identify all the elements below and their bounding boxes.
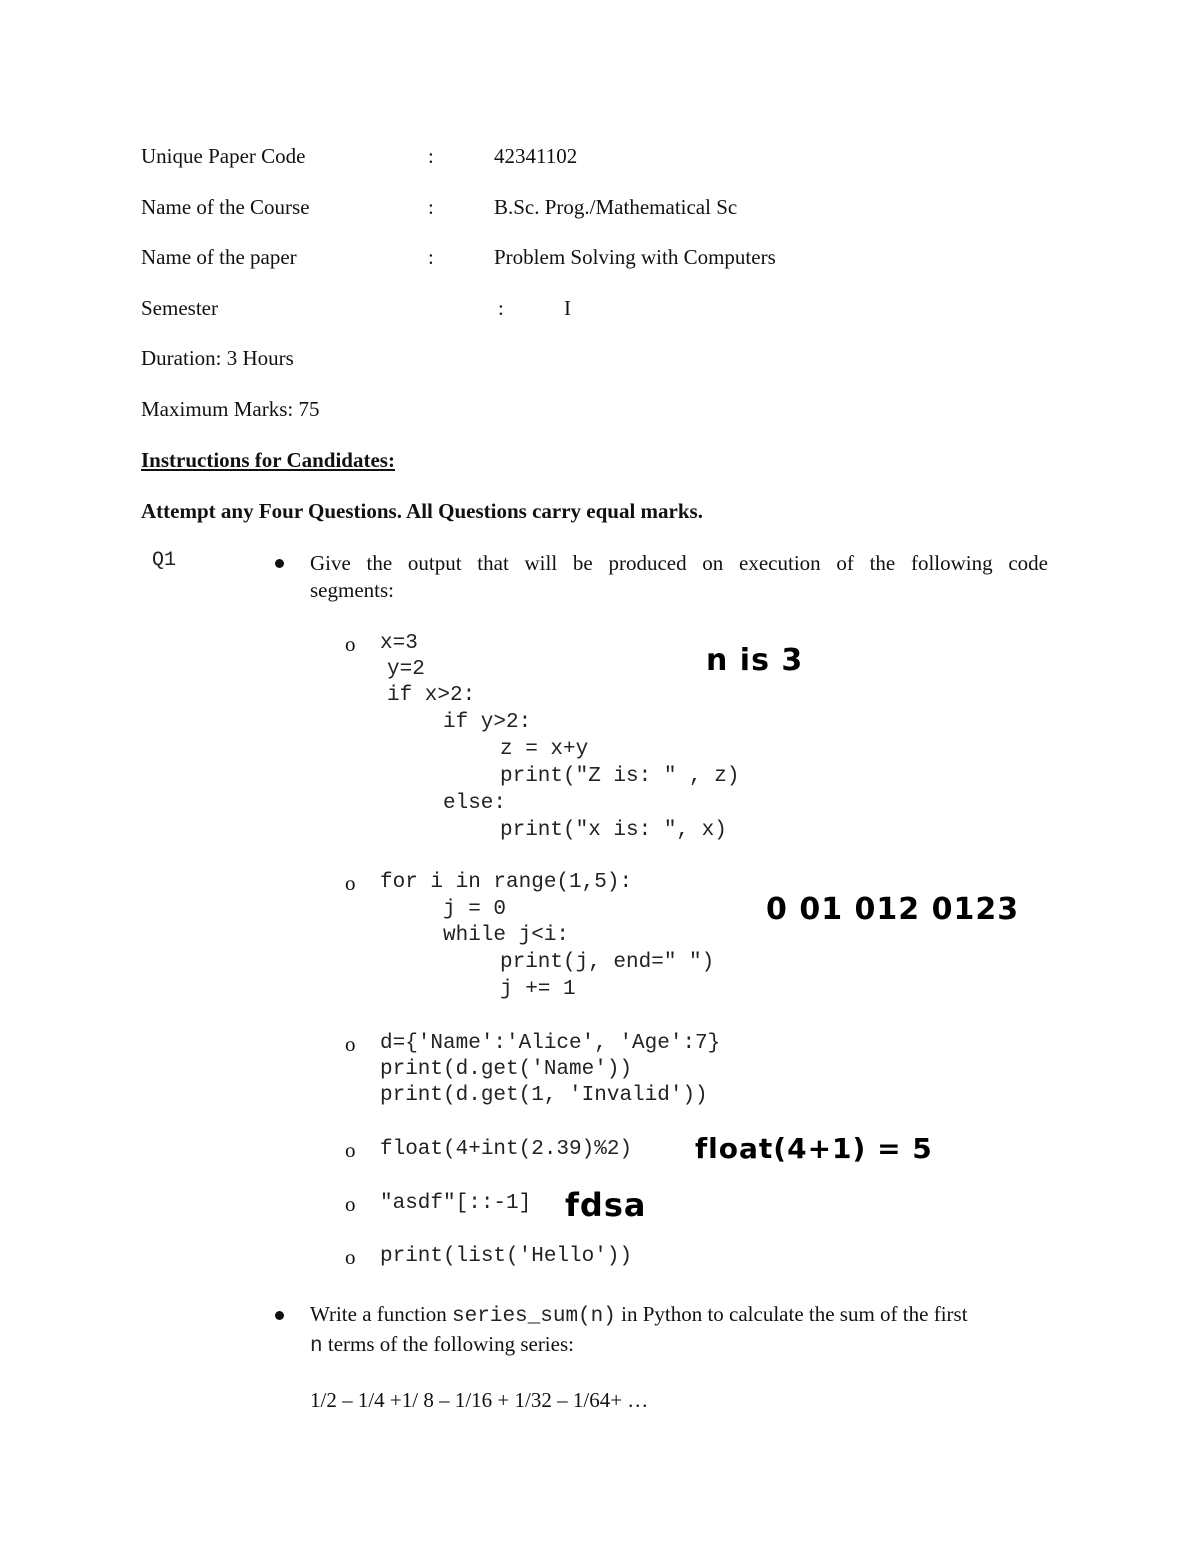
semester-value: I bbox=[564, 296, 571, 320]
paper-name-label: Name of the paper bbox=[141, 245, 297, 269]
paper-code-value: 42341102 bbox=[494, 144, 578, 168]
bullet1-line1: Give the output that will be produced on execution of the following code bbox=[310, 551, 1048, 575]
bullet1-line2: segments: bbox=[310, 578, 394, 602]
bullet2-prefix: Write a function bbox=[310, 1302, 453, 1326]
paper-code-label: Unique Paper Code bbox=[141, 144, 306, 168]
semester-label: Semester bbox=[141, 296, 218, 320]
code-line: y=2 bbox=[387, 658, 425, 681]
handwritten-note: n is 3 bbox=[706, 643, 804, 678]
bullet2-line2 bbox=[310, 1332, 574, 1358]
instructions-heading: Instructions for Candidates: bbox=[141, 448, 395, 472]
code-line: for i in range(1,5): bbox=[380, 871, 633, 894]
code-line: else: bbox=[443, 792, 507, 815]
bullet2-line1 bbox=[310, 1302, 968, 1328]
code-line: print("x is: ", x) bbox=[500, 819, 727, 842]
code-line: j = 0 bbox=[443, 898, 507, 921]
duration: Duration: 3 Hours bbox=[141, 346, 294, 370]
paper-name-sep: : bbox=[428, 245, 434, 269]
code-line: print(d.get(1, 'Invalid')) bbox=[380, 1084, 708, 1107]
bullet2-suffix: in Python to calculate the sum of the first bbox=[615, 1302, 968, 1326]
bullet-marker bbox=[275, 1311, 284, 1320]
series-expression: 1/2 – 1/4 +1/ 8 – 1/16 + 1/32 – 1/64+ … bbox=[310, 1388, 649, 1412]
paper-name-value: Problem Solving with Computers bbox=[494, 245, 776, 269]
course-name-value: B.Sc. Prog./Mathematical Sc bbox=[494, 195, 738, 219]
code-line: j += 1 bbox=[500, 978, 576, 1001]
code-line: while j<i: bbox=[443, 924, 570, 947]
code-line: print("Z is: " , z) bbox=[500, 765, 740, 788]
handwritten-note: 0 01 012 0123 bbox=[766, 892, 1020, 927]
question-number: Q1 bbox=[152, 549, 177, 572]
bullet2-line2-text: terms of the following series: bbox=[322, 1332, 574, 1356]
sub-bullet-marker: o bbox=[345, 1138, 356, 1162]
sub-bullet-marker: o bbox=[345, 1032, 356, 1056]
function-name: series_sum(n) bbox=[452, 1305, 616, 1328]
max-marks: Maximum Marks: 75 bbox=[141, 397, 320, 421]
sub-bullet-marker: o bbox=[345, 871, 356, 895]
code-line: d={'Name':'Alice', 'Age':7} bbox=[380, 1032, 721, 1055]
course-name-sep: : bbox=[428, 195, 434, 219]
handwritten-note: float(4+1) = 5 bbox=[695, 1132, 933, 1165]
code-line: if y>2: bbox=[443, 711, 532, 734]
code-line: print(d.get('Name')) bbox=[380, 1058, 633, 1081]
code-line: print(j, end=" ") bbox=[500, 951, 715, 974]
sub-bullet-marker: o bbox=[345, 1192, 356, 1216]
bullet-marker bbox=[275, 559, 284, 568]
instructions-text: Attempt any Four Questions. All Questions carry equal marks. bbox=[141, 499, 703, 523]
code-line: float(4+int(2.39)%2) bbox=[380, 1138, 633, 1161]
sub-bullet-marker: o bbox=[345, 1245, 356, 1269]
param-name: n bbox=[310, 1335, 323, 1358]
code-line: print(list('Hello')) bbox=[380, 1245, 633, 1268]
code-line: z = x+y bbox=[500, 738, 589, 761]
code-line: if x>2: bbox=[387, 684, 476, 707]
paper-code-sep: : bbox=[428, 144, 434, 168]
code-line: x=3 bbox=[380, 632, 418, 655]
code-line: "asdf"[::-1] bbox=[380, 1192, 532, 1215]
handwritten-note: fdsa bbox=[565, 1186, 647, 1224]
course-name-label: Name of the Course bbox=[141, 195, 310, 219]
sub-bullet-marker: o bbox=[345, 632, 356, 656]
semester-sep: : bbox=[498, 296, 504, 320]
